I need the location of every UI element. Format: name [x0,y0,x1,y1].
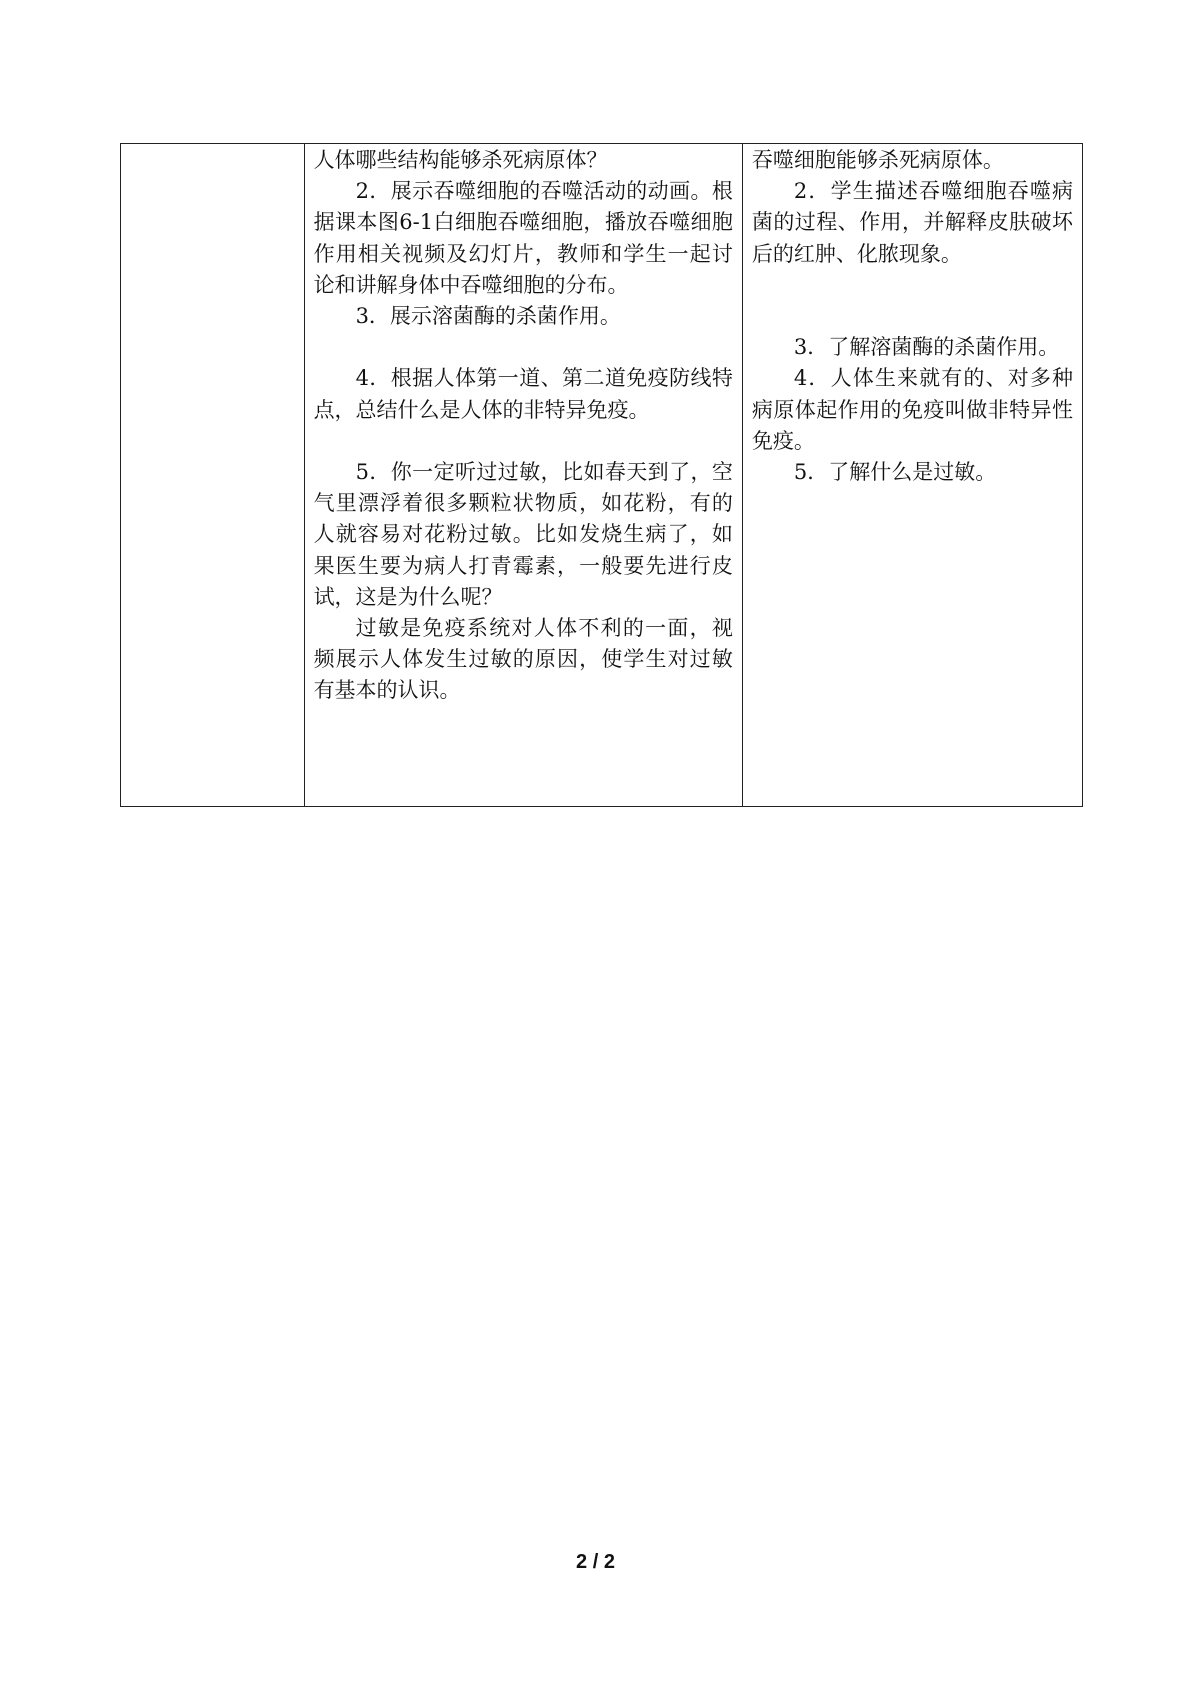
teacher-paragraph: 5．你一定听过过敏，比如春天到了，空气里漂浮着很多颗粒状物质，如花粉，有的人就容易对花粉过敏。比如发烧生病了，如果医生要为病人打青霉素，一般要先进行皮试，这是为什么呢？ [313,460,733,609]
lesson-plan-table [120,143,1083,807]
paragraph-spacer [314,426,733,457]
teacher-paragraph: 3．展示溶菌酶的杀菌作用。 [355,304,621,329]
student-activity-cell [742,144,1082,807]
teacher-paragraph: 过敏是免疫系统对人体不利的一面，视频展示人体发生过敏的原因，使学生对过敏有基本的认识。 [313,616,733,703]
teacher-paragraph: 人体哪些结构能够杀死病原体？ [313,148,608,172]
teacher-activity-cell [304,144,742,807]
student-paragraph: 4．人体生来就有的、对多种病原体起作用的免疫叫做非特异性免疫。 [751,366,1073,453]
student-paragraph: 2．学生描述吞噬细胞吞噬病菌的过程、作用，并解释皮肤破坏后的红肿、化脓现象。 [751,179,1073,266]
page-number: 2 / 2 [576,1551,615,1573]
student-paragraph: 吞噬细胞能够杀死病原体。 [751,148,1004,172]
label-cell [121,144,305,807]
paragraph-spacer [314,332,733,363]
student-paragraph: 3．了解溶菌酶的杀菌作用。 [793,335,1060,360]
paragraph-spacer [752,301,1073,332]
label-cell-text [121,144,304,145]
teacher-paragraph: 4．根据人体第一道、第二道免疫防线特点，总结什么是人体的非特异免疫。 [313,366,733,422]
paragraph-spacer [752,270,1073,301]
table-row [121,144,1083,807]
teacher-paragraph: 2．展示吞噬细胞的吞噬活动的动画。根据课本图6-1白细胞吞噬细胞，播放吞噬细胞作用相关视频及幻灯片，教师和学生一起讨论和讲解身体中吞噬细胞的分布。 [313,179,733,297]
student-paragraph: 5．了解什么是过敏。 [793,460,997,484]
